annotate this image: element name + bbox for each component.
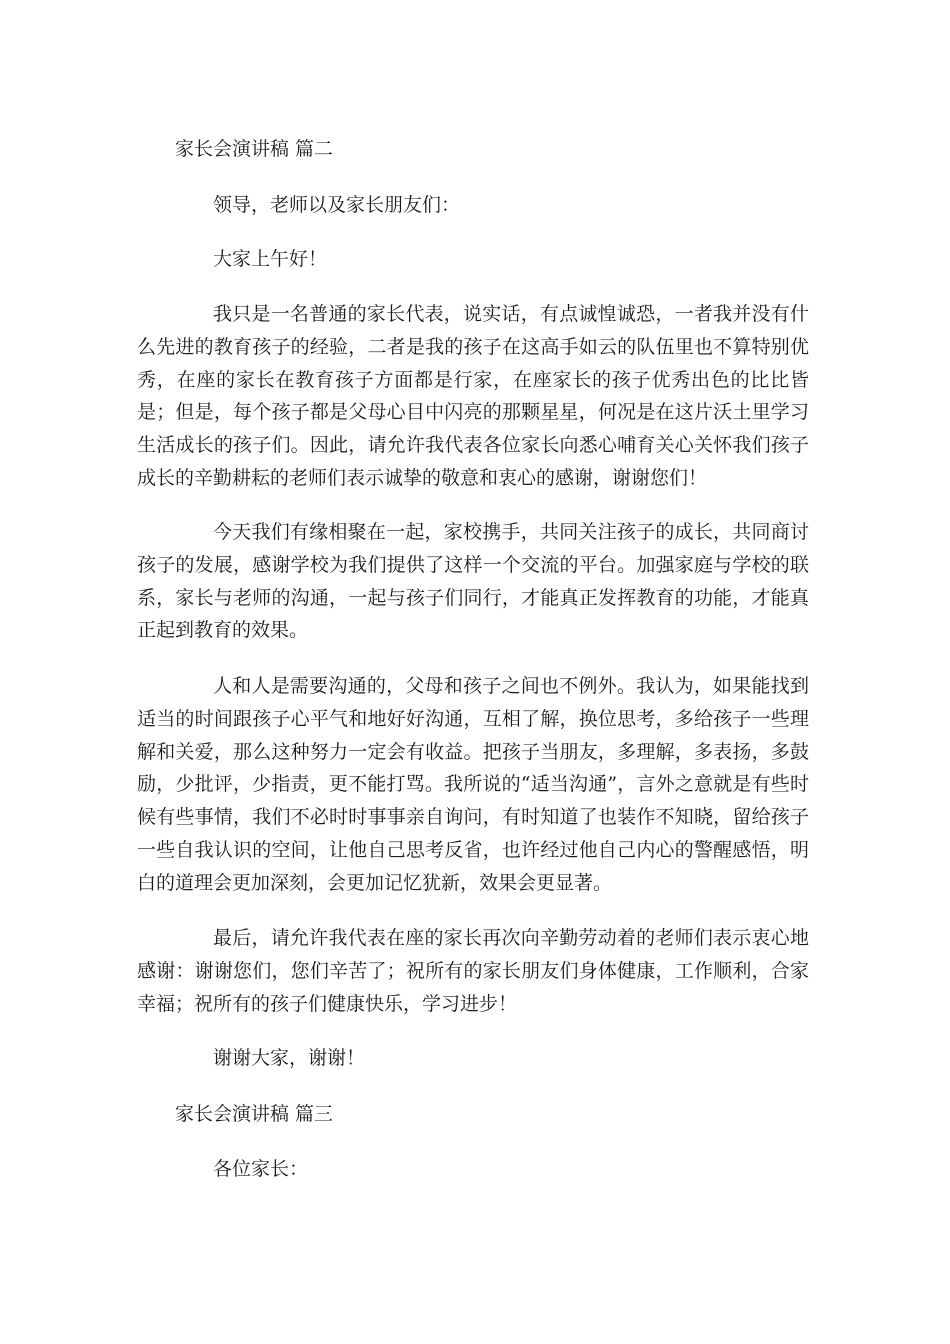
salutation: 领导，老师以及家长朋友们： [213,194,461,216]
section-heading: 家长会演讲稿 篇二 [175,138,334,160]
paragraph: 我只是一名普通的家长代表，说实话，有点诚惶诚恐，一者我并没有什么先进的教育孩子的经验，二者是我的孩子在这高手如云的队伍里也不算特别优秀，在座的家长在教育孩子方面都是行家，在座家长的孩子优秀出色的比比皆是；但是，每个孩子都是父母心目中闪亮的那颗星星，何况是在这片沃土里学习生活成长的孩子们。因此，请允许我代表各位家长向悉心哺育关心关怀我们孩子成长的辛勤耕耘的老师们表示诚挚的敬意和衷心的感谢，谢谢您们！ [137,303,809,489]
section-heading: 家长会演讲稿 篇三 [175,1103,334,1125]
closing: 谢谢大家，谢谢！ [213,1047,366,1069]
greeting: 大家上午好！ [213,248,328,270]
paragraph: 最后，请允许我代表在座的家长再次向辛勤劳动着的老师们表示衷心地感谢：谢谢您们，您们辛苦了；祝所有的家长朋友们身体健康，工作顺利，合家幸福；祝所有的孩子们健康快乐，学习进步！ [137,927,809,1015]
paragraph: 人和人是需要沟通的，父母和孩子之间也不例外。我认为，如果能找到适当的时间跟孩子心平气和地好好沟通，互相了解，换位思考，多给孩子一些理解和关爱，那么这种努力一定会有收益。把孩子当朋友，多理解，多表扬，多鼓励，少批评，少指责，更不能打骂。我所说的“适当沟通”，言外之意就是有些时候有些事情，我们不必时时事事亲自询问，有时知道了也装作不知晓，留给孩子一些自我认识的空间，让他自己思考反省，也许经过他自己内心的警醒感悟，明白的道理会更加深刻，会更加记忆犹新，效果会更显著。 [137,675,809,894]
salutation: 各位家长： [213,1158,309,1180]
paragraph: 今天我们有缘相聚在一起，家校携手，共同关注孩子的成长，共同商讨孩子的发展，感谢学校为我们提供了这样一个交流的平台。加强家庭与学校的联系，家长与老师的沟通，一起与孩子们同行，才能真正发挥教育的功能，才能真正起到教育的效果。 [137,521,809,642]
